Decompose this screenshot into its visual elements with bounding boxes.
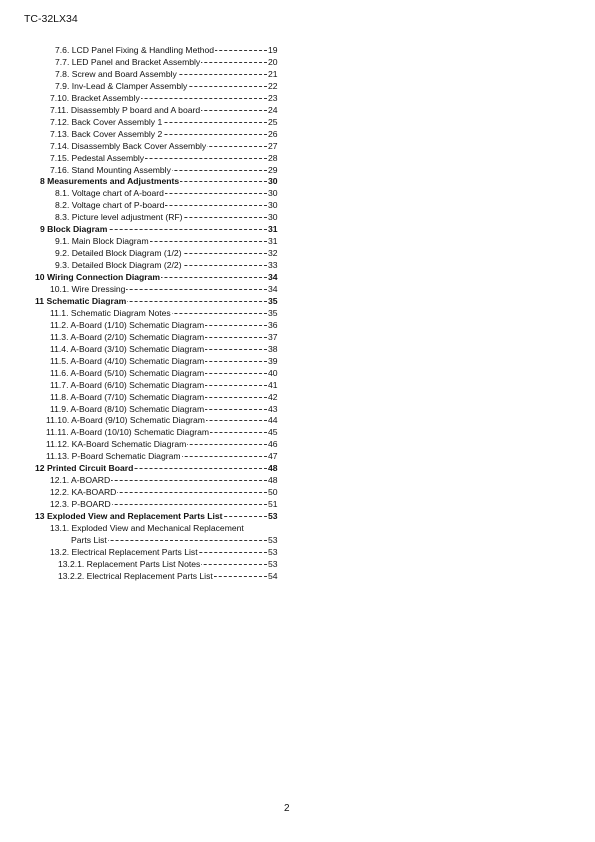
toc-entry-label: 7.15. Pedestal Assembly [50, 152, 145, 163]
toc-entry-label: 11 Schematic Diagram [35, 295, 127, 306]
toc-entry-label: 13.1. Exploded View and Mechanical Replacement [50, 523, 244, 533]
toc-entry-page: 27 [267, 140, 282, 152]
toc-entry[interactable] [0, 367, 595, 379]
toc-entry-page: 20 [267, 56, 282, 68]
toc-entry-label: 9 Block Diagram [40, 224, 108, 235]
document-model-header: TC-32LX34 [24, 13, 78, 25]
toc-entry-label: 8.1. Voltage chart of A-board [55, 188, 164, 199]
toc-entry[interactable] [0, 295, 595, 307]
toc-entry[interactable] [0, 570, 595, 582]
toc-entry-page: 46 [267, 438, 282, 450]
toc-entry-label: 11.5. A-Board (4/10) Schematic Diagram [50, 355, 205, 366]
toc-entry-label: 7.9. Inv-Lead & Clamper Assembly [55, 80, 188, 91]
toc-entry-page: 22 [267, 80, 282, 92]
toc-entry[interactable] [0, 379, 595, 391]
toc-entry-page: 43 [267, 403, 282, 415]
toc-entry[interactable] [0, 510, 595, 522]
toc-entry-page: 30 [267, 199, 282, 211]
toc-entry[interactable] [0, 199, 595, 211]
toc-entry-label: 12 Printed Circuit Board [35, 463, 134, 474]
toc-entry[interactable] [0, 164, 595, 176]
toc-entry[interactable] [0, 546, 595, 558]
toc-entry-label: 11.4. A-Board (3/10) Schematic Diagram [50, 343, 205, 354]
toc-entry[interactable] [0, 486, 595, 498]
toc-entry[interactable] [0, 558, 595, 570]
toc-entry-page: 28 [267, 152, 282, 164]
toc-entry-page: 42 [267, 391, 282, 403]
toc-entry-page: 53 [267, 534, 282, 546]
toc-entry-page: 54 [267, 570, 282, 582]
toc-entry[interactable] [0, 319, 595, 331]
toc-entry-label: 11.3. A-Board (2/10) Schematic Diagram [50, 331, 205, 342]
toc-entry[interactable] [0, 498, 595, 510]
toc-entry-page: 35 [267, 307, 282, 319]
toc-entry-page: 53 [267, 546, 282, 558]
toc-entry-label: 11.13. P-Board Schematic Diagram [46, 451, 181, 462]
toc-entry-page: 30 [267, 211, 282, 223]
toc-entry[interactable] [0, 355, 595, 367]
toc-entry[interactable] [0, 92, 595, 104]
toc-entry-label: 10.1. Wire Dressing [50, 284, 126, 294]
toc-entry[interactable] [0, 80, 595, 92]
toc-entry-page: 40 [267, 367, 282, 379]
toc-entry[interactable] [0, 175, 595, 187]
toc-entry-label: 11.2. A-Board (1/10) Schematic Diagram [50, 319, 205, 330]
toc-entry[interactable] [0, 211, 595, 223]
toc-entry-label: 12.1. A-BOARD [50, 475, 111, 486]
toc-entry[interactable] [0, 462, 595, 474]
toc-entry-page: 30 [267, 187, 282, 199]
toc-entry-label: 7.13. Back Cover Assembly 2 [50, 128, 163, 139]
toc-entry-page: 36 [267, 319, 282, 331]
toc-entry-label: 12.3. P-BOARD [50, 499, 111, 510]
toc-entry-page: 30 [267, 175, 282, 187]
page-number: 2 [284, 803, 290, 814]
toc-entry[interactable] [0, 438, 595, 450]
toc-entry[interactable] [0, 271, 595, 283]
toc-entry-label: 11.6. A-Board (5/10) Schematic Diagram [50, 367, 205, 378]
toc-entry-page: 53 [267, 510, 282, 522]
toc-entry[interactable] [0, 391, 595, 403]
toc-entry-page: 33 [267, 259, 282, 271]
toc-entry-label: 9.3. Detailed Block Diagram (2/2) [55, 260, 182, 271]
toc-entry-label: 11.8. A-Board (7/10) Schematic Diagram [50, 391, 205, 402]
toc-entry[interactable] [0, 128, 595, 140]
toc-entry-label: 11.9. A-Board (8/10) Schematic Diagram [50, 403, 205, 414]
toc-entry-label: 7.8. Screw and Board Assembly [55, 68, 177, 79]
toc-entry-page: 50 [267, 486, 282, 498]
toc-entry-page: 51 [267, 498, 282, 510]
toc-entry-page: 37 [267, 331, 282, 343]
toc-entry-page: 32 [267, 247, 282, 259]
toc-entry[interactable] [0, 68, 595, 80]
toc-entry[interactable] [0, 223, 595, 235]
toc-entry-label: 11.7. A-Board (6/10) Schematic Diagram [50, 379, 205, 390]
toc-entry-label: 8 Measurements and Adjustments [40, 176, 180, 187]
toc-entry-label: 10 Wiring Connection Diagram [35, 272, 161, 283]
toc-entry-page: 35 [267, 295, 282, 307]
toc-entry-page: 19 [267, 44, 282, 56]
toc-entry-page: 24 [267, 104, 282, 116]
toc-entry-page: 21 [267, 68, 282, 80]
toc-entry-page: 25 [267, 116, 282, 128]
toc-entry[interactable] [0, 187, 595, 199]
toc-entry-label: 13.2.1. Replacement Parts List Notes [58, 558, 201, 569]
toc-entry-page: 39 [267, 355, 282, 367]
toc-entry[interactable] [0, 152, 595, 164]
toc-entry[interactable] [0, 307, 595, 319]
toc-entry[interactable] [0, 450, 595, 462]
toc-entry-page: 29 [267, 164, 282, 176]
toc-entry-label: 7.11. Disassembly P board and A board [50, 104, 201, 115]
toc-entry[interactable] [0, 343, 595, 355]
toc-entry-label: 11.10. A-Board (9/10) Schematic Diagram [46, 415, 205, 426]
toc-entry-label: 13 Exploded View and Replacement Parts List [35, 511, 223, 522]
toc-entry[interactable] [0, 474, 595, 486]
toc-entry[interactable] [0, 259, 595, 271]
toc-entry-label: 7.12. Back Cover Assembly 1 [50, 116, 163, 127]
toc-entry[interactable] [0, 426, 595, 438]
toc-entry-label: 7.16. Stand Mounting Assembly [50, 164, 171, 175]
toc-entry-page: 44 [267, 414, 282, 426]
toc-entry-label: 8.2. Voltage chart of P-board [55, 200, 165, 211]
toc-entry[interactable] [0, 283, 595, 295]
toc-entry-label: 12.2. KA-BOARD [50, 487, 117, 498]
toc-entry[interactable] [0, 235, 595, 247]
toc-entry-page: 38 [267, 343, 282, 355]
toc-entry-page: 41 [267, 379, 282, 391]
toc-entry-label: 11.11. A-Board (10/10) Schematic Diagram [46, 427, 210, 438]
toc-entry[interactable] [0, 331, 595, 343]
toc-entry-label: 13.2. Electrical Replacement Parts List [50, 546, 198, 557]
toc-entry[interactable] [0, 56, 595, 68]
toc-entry-page: 48 [267, 474, 282, 486]
toc-entry-page: 48 [267, 462, 282, 474]
toc-entry-page: 31 [267, 223, 282, 235]
toc-entry-page: 45 [267, 426, 282, 438]
toc-entry-label: 11.12. KA-Board Schematic Diagram [46, 439, 187, 450]
toc-entry[interactable] [0, 534, 595, 546]
toc-entry-page: 53 [267, 558, 282, 570]
toc-entry-page: 23 [267, 92, 282, 104]
toc-entry-label: 9.2. Detailed Block Diagram (1/2) [55, 248, 182, 259]
toc-entry[interactable] [0, 44, 595, 56]
toc-entry-label: 7.6. LCD Panel Fixing & Handling Method [55, 45, 215, 55]
toc-entry[interactable] [0, 522, 595, 534]
toc-entry-page: 26 [267, 128, 282, 140]
toc-entry[interactable] [0, 403, 595, 415]
toc-entry[interactable] [0, 414, 595, 426]
toc-entry-label: 7.10. Bracket Assembly [50, 92, 140, 103]
toc-entry-page: 47 [267, 450, 282, 462]
toc-entry[interactable] [0, 247, 595, 259]
toc-entry-label: 13.2.2. Electrical Replacement Parts List [58, 570, 213, 581]
toc-entry-label: Parts List [71, 534, 107, 545]
toc-entry-label: 8.3. Picture level adjustment (RF) [55, 212, 183, 223]
toc-entry-page: 34 [267, 271, 282, 283]
toc-entry-label: 9.1. Main Block Diagram [55, 236, 149, 247]
toc-entry-label: 7.14. Disassembly Back Cover Assembly [50, 140, 207, 151]
toc-entry[interactable] [0, 104, 595, 116]
toc-entry[interactable] [0, 140, 595, 152]
toc-entry[interactable] [0, 116, 595, 128]
toc-entry-label: 11.1. Schematic Diagram Notes [50, 307, 171, 318]
toc-entry-label: 7.7. LED Panel and Bracket Assembly [55, 56, 201, 67]
toc-entry-page: 31 [267, 235, 282, 247]
toc-entry-page: 34 [267, 283, 282, 295]
